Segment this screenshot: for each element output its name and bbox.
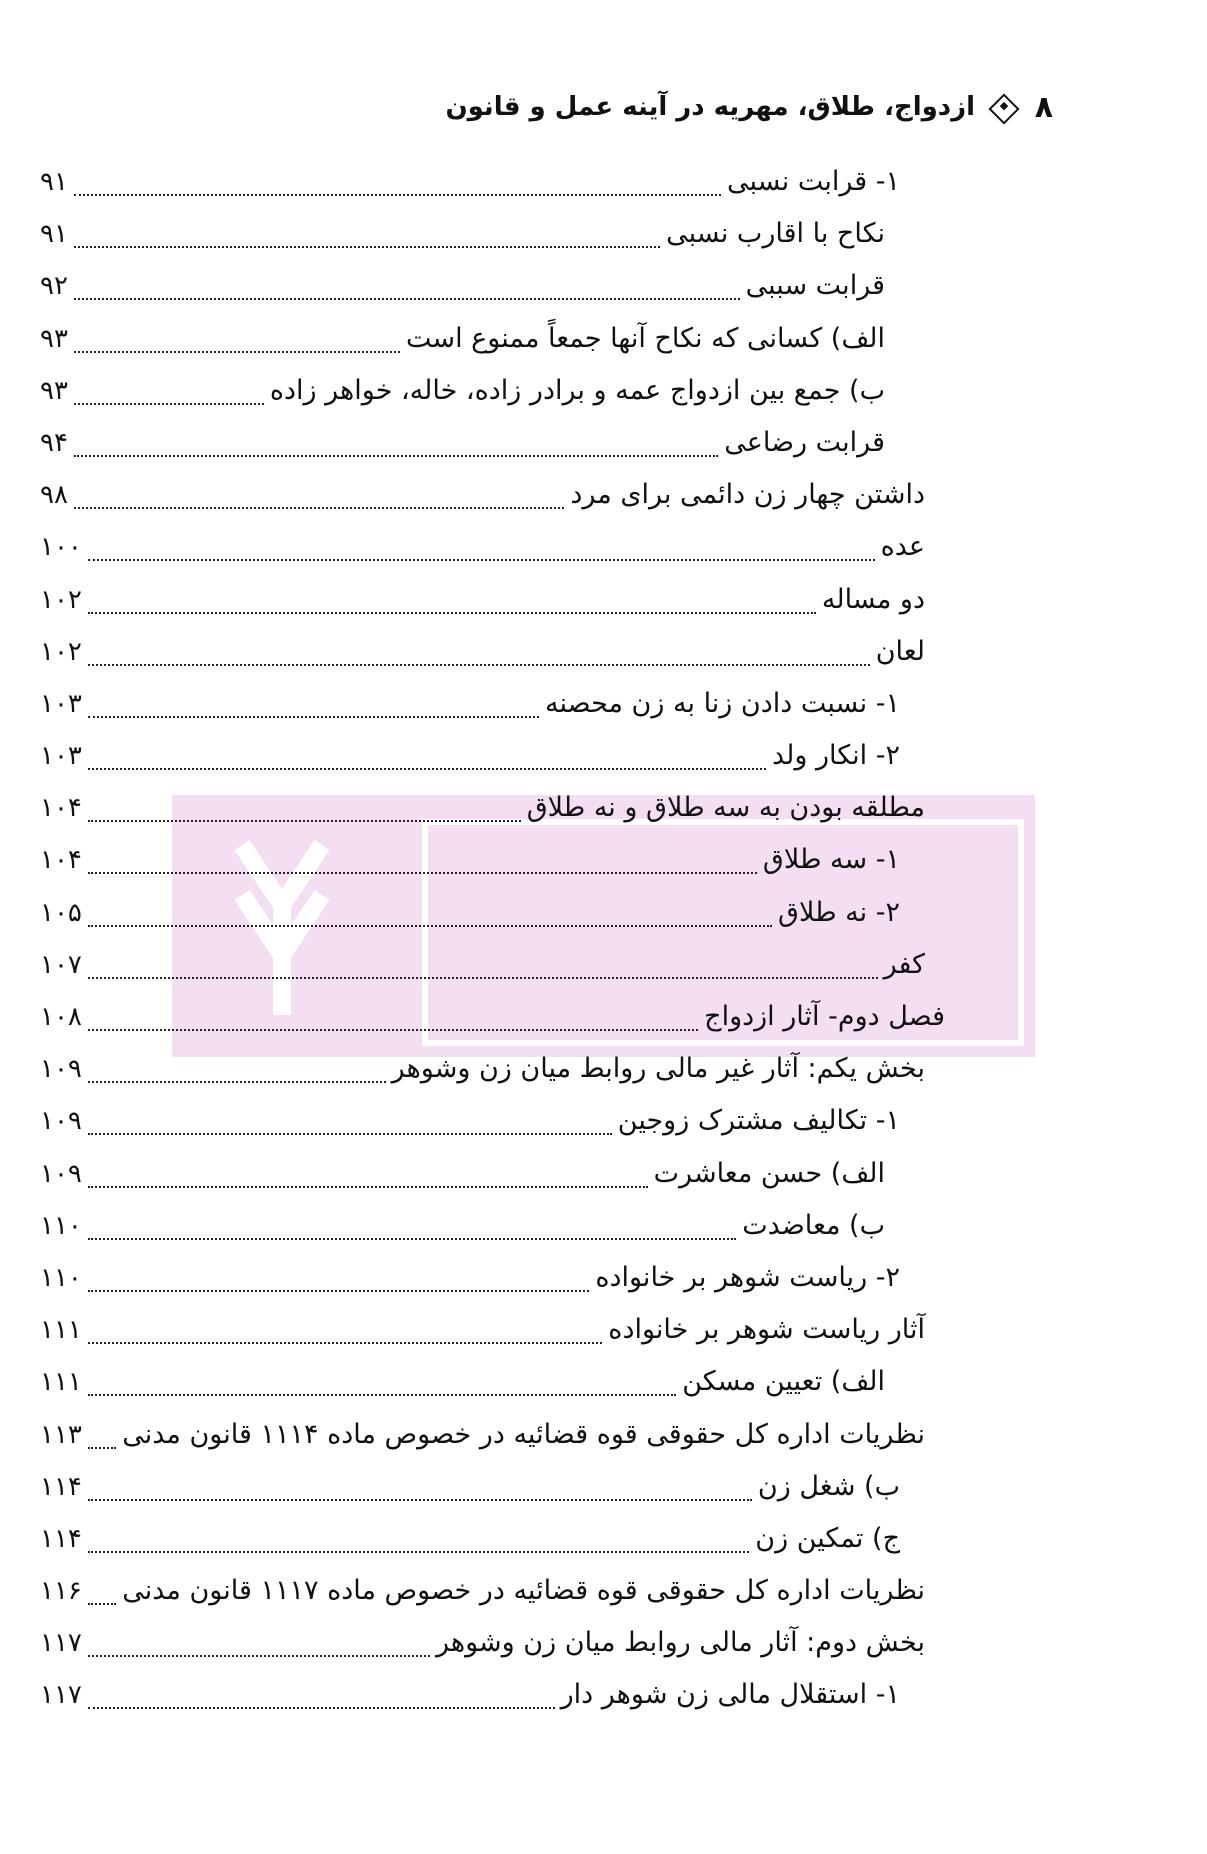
toc-entry (40, 632, 1070, 684)
toc-entry-page: ۱۰۳ (40, 688, 82, 719)
toc-entry-page: ۱۰۳ (40, 741, 82, 772)
dot-leader (88, 1290, 589, 1292)
dot-leader (88, 1238, 736, 1240)
dot-leader (88, 820, 521, 822)
toc-entry-title: الف) تعیین مسکن (682, 1366, 885, 1398)
dot-leader (74, 351, 400, 353)
dot-leader (88, 1603, 116, 1605)
toc-entry-title: ۲- انکار ولد (771, 740, 900, 772)
toc-entry (40, 371, 1070, 423)
toc-entry-page: ۹۱ (40, 219, 68, 250)
dot-leader (88, 664, 870, 666)
toc-entry-page: ۹۱ (40, 167, 68, 197)
toc-entry-title: فصل دوم- آثار ازدواج (704, 1001, 945, 1032)
toc-entry-title: دو مساله (821, 583, 925, 615)
page-header (0, 90, 1207, 138)
toc-entry-title: الف) کسانی که نکاح آنها جمعاً ممنوع است (405, 322, 885, 354)
toc-entry (40, 1415, 1070, 1467)
toc-entry-page: ۱۰۲ (40, 584, 82, 615)
toc-entry (40, 1623, 1070, 1675)
toc-entry-title: نظریات اداره کل حقوقی قوه قضائیه در خصوص ماده ۱۱۱۴ قانون مدنی (122, 1418, 925, 1450)
toc-entry (40, 1310, 1070, 1362)
toc-entry-title: ۱- سه طلاق (762, 844, 900, 876)
dot-leader (88, 1186, 648, 1188)
toc-entry-page: ۱۱۱ (40, 1315, 82, 1346)
toc-entry-page: ۱۱۰ (40, 1210, 82, 1241)
dot-leader (88, 612, 816, 614)
toc-entry-title: ب) شغل زن (757, 1470, 900, 1502)
toc-entry-title: ۱- نسبت دادن زنا به زن محصنه (545, 687, 900, 719)
dot-leader (88, 1081, 386, 1083)
dot-leader (88, 1655, 430, 1657)
toc-entry-page: ۱۰۲ (40, 636, 82, 667)
toc-entry-title: بخش یکم: آثار غیر مالی روابط میان زن وشوهر (391, 1053, 925, 1085)
dot-leader (88, 559, 875, 561)
toc-entry-page: ۱۰۹ (40, 1158, 82, 1189)
toc-entry-title: ۱- قرابت نسبی (726, 166, 900, 197)
toc-entry-page: ۱۱۱ (40, 1367, 82, 1398)
toc-entry-page: ۱۱۴ (40, 1471, 82, 1502)
toc-entry (40, 684, 1070, 736)
toc-entry (40, 1258, 1070, 1310)
toc-entry (40, 423, 1070, 475)
dot-leader (74, 298, 740, 300)
toc-entry-title: کفر (883, 948, 925, 980)
toc-entry (40, 319, 1070, 371)
dot-leader (88, 925, 772, 927)
toc-entry (40, 1362, 1070, 1414)
dot-leader (88, 1707, 555, 1709)
toc-entry (40, 1049, 1070, 1101)
toc-entry (40, 580, 1070, 632)
toc-entry (40, 1571, 1070, 1623)
dot-leader (74, 194, 721, 196)
toc-entry-title: قرابت رضاعی (724, 426, 885, 458)
toc-entry (40, 788, 1070, 840)
toc-entry (40, 214, 1070, 266)
toc-entry-title: نظریات اداره کل حقوقی قوه قضائیه در خصوص ماده ۱۱۱۷ قانون مدنی (122, 1575, 925, 1607)
dot-leader (88, 1551, 749, 1553)
toc-entry-page: ۹۲ (40, 271, 68, 302)
toc-entry-page: ۱۰۷ (40, 949, 82, 980)
toc-entry-title: ۱- استقلال مالی زن شوهر دار (560, 1679, 900, 1711)
dot-leader (88, 1342, 602, 1344)
toc-entry-page: ۱۱۳ (40, 1419, 82, 1450)
dot-leader (88, 768, 766, 770)
toc-entry-title: ب) معاضدت (742, 1209, 885, 1241)
table-of-contents (40, 162, 1070, 1728)
toc-entry-title: ۱- تکالیف مشترک زوجین (617, 1105, 900, 1137)
toc-entry-page: ۱۰۹ (40, 1106, 82, 1137)
toc-entry (40, 1101, 1070, 1153)
toc-entry-title: داشتن چهار زن دائمی برای مرد (570, 479, 925, 511)
toc-entry (40, 266, 1070, 318)
dot-leader (88, 872, 757, 874)
dot-leader (88, 977, 878, 979)
dot-leader (74, 507, 564, 509)
toc-entry-title: ۲- نه طلاق (778, 896, 900, 928)
toc-entry-page: ۹۳ (40, 375, 68, 406)
dot-leader (74, 455, 718, 457)
toc-entry (40, 527, 1070, 579)
toc-entry-page: ۹۸ (40, 480, 68, 511)
toc-entry-page: ۱۱۰ (40, 1262, 82, 1293)
dot-leader (88, 1394, 676, 1396)
toc-entry-title: ج) تمکین زن (755, 1522, 900, 1554)
toc-entry-page: ۱۰۹ (40, 1054, 82, 1085)
toc-entry-title: قرابت سببی (745, 270, 885, 302)
toc-entry (40, 997, 1070, 1049)
toc-entry (40, 1206, 1070, 1258)
toc-entry-page: ۱۰۴ (40, 845, 82, 876)
running-title: ازدواج، طلاق، مهریه در آینه عمل و قانون (445, 92, 975, 122)
toc-entry (40, 1154, 1070, 1206)
dot-leader (88, 1029, 698, 1031)
toc-entry-title: بخش دوم: آثار مالی روابط میان زن وشوهر (435, 1627, 925, 1659)
toc-entry-page: ۱۱۴ (40, 1523, 82, 1554)
toc-entry-page: ۱۰۵ (40, 897, 82, 928)
toc-entry-page: ۱۱۷ (40, 1680, 82, 1711)
toc-entry-title: ب) جمع بین ازدواج عمه و برادر زاده، خاله، خواهر زاده (269, 374, 885, 406)
toc-entry-page: ۱۱۶ (40, 1576, 82, 1607)
toc-entry-page: ۹۴ (40, 427, 68, 458)
toc-entry (40, 162, 1070, 214)
toc-entry-page: ۱۱۷ (40, 1628, 82, 1659)
dot-leader (88, 716, 539, 718)
toc-entry (40, 1467, 1070, 1519)
toc-entry (40, 1519, 1070, 1571)
toc-entry (40, 1675, 1070, 1727)
toc-entry-page: ۱۰۴ (40, 793, 82, 824)
dot-leader (88, 1499, 752, 1501)
toc-entry-title: ۲- ریاست شوهر بر خانواده (595, 1261, 900, 1293)
toc-entry-title: لعان (875, 635, 925, 667)
toc-entry (40, 945, 1070, 997)
toc-entry (40, 840, 1070, 892)
dot-leader (74, 403, 264, 405)
toc-entry-title: نکاح با اقارب نسبی (666, 218, 885, 250)
toc-entry-page: ۱۰۸ (40, 1002, 82, 1032)
toc-entry (40, 893, 1070, 945)
toc-entry-title: مطلقه بودن به سه طلاق و نه طلاق (526, 792, 925, 824)
dot-leader (88, 1133, 612, 1135)
toc-entry-page: ۹۳ (40, 323, 68, 354)
toc-entry (40, 475, 1070, 527)
diamond-icon (988, 93, 1019, 124)
toc-entry-title: عده (880, 531, 925, 563)
dot-leader (74, 246, 660, 248)
toc-entry-title: الف) حسن معاشرت (653, 1157, 885, 1189)
toc-entry-title: آثار ریاست شوهر بر خانواده (608, 1314, 925, 1346)
toc-entry (40, 736, 1070, 788)
dot-leader (88, 1447, 116, 1449)
page-number: ۸ (1034, 90, 1053, 125)
toc-entry-page: ۱۰۰ (40, 532, 82, 563)
